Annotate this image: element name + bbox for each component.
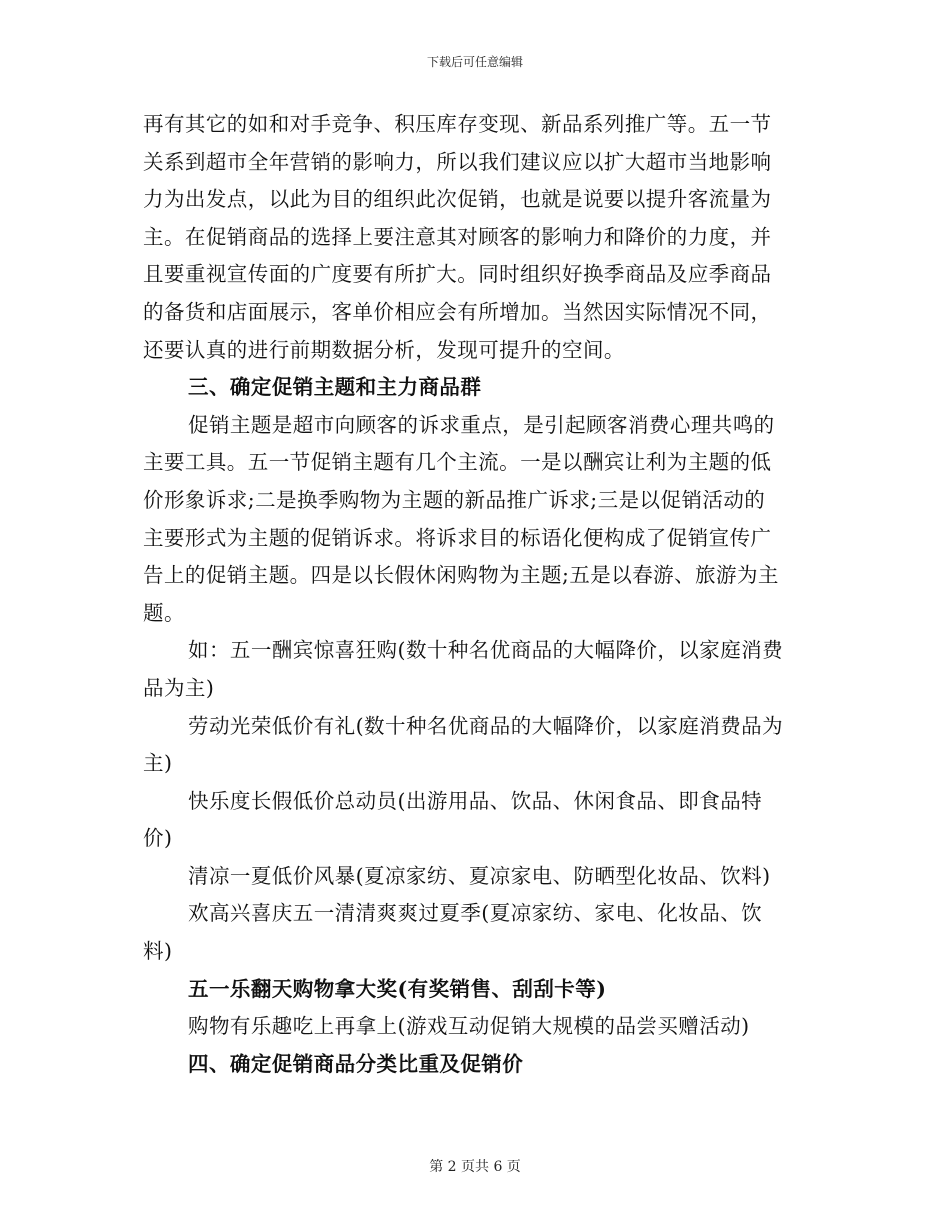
- promo-slogan-bold: 五一乐翻天购物拿大奖(有奖销售、刮刮卡等): [188, 976, 607, 1001]
- text-line: 品为主): [143, 675, 215, 700]
- text-line: 关系到超市全年营销的影响力，所以我们建议应以扩大超市当地影响: [143, 149, 772, 174]
- text-line: 主要工具。五一节促销主题有几个主流。一是以酬宾让利为主题的低: [143, 450, 772, 475]
- text-line: 快乐度长假低价总动员(出游用品、饮品、休闲食品、即食品特: [188, 788, 763, 813]
- text-line: 力为出发点，以此为目的组织此次促销，也就是说要以提升客流量为: [143, 187, 772, 212]
- text-line: 促销主题是超市向顾客的诉求重点，是引起顾客消费心理共鸣的: [188, 412, 775, 437]
- text-line: 题。: [143, 600, 185, 625]
- text-line: 价形象诉求;二是换季购物为主题的新品推广诉求;三是以促销活动的: [143, 487, 766, 512]
- text-line: 的备货和店面展示，客单价相应会有所增加。当然因实际情况不同，: [143, 299, 772, 324]
- text-line: 欢高兴喜庆五一清清爽爽过夏季(夏凉家纺、家电、化妆品、饮: [188, 901, 763, 926]
- page-footer: 第 2 页共 6 页: [429, 1159, 521, 1175]
- text-line: 主要形式为主题的促销诉求。将诉求目的标语化便构成了促销宣传广: [143, 525, 772, 550]
- text-line: 料): [143, 939, 173, 964]
- section-heading-4: 四、确定促销商品分类比重及促销价: [188, 1051, 524, 1076]
- text-line: 价): [143, 826, 173, 851]
- text-line: 告上的促销主题。四是以长假休闲购物为主题;五是以春游、旅游为主: [143, 563, 779, 588]
- text-line: 劳动光荣低价有礼(数十种名优商品的大幅降价，以家庭消费品为: [188, 713, 784, 738]
- text-line: 主。在促销商品的选择上要注意其对顾客的影响力和降价的力度，并: [143, 224, 772, 249]
- text-line: 购物有乐趣吃上再拿上(游戏互动促销大规模的品尝买赠活动): [188, 1014, 750, 1039]
- text-line: 还要认真的进行前期数据分析，发现可提升的空间。: [143, 337, 625, 362]
- document-body: [143, 106, 811, 1083]
- text-line: 且要重视宣传面的广度要有所扩大。同时组织好换季商品及应季商品: [143, 262, 772, 287]
- page-header: 下载后可任意编辑: [426, 55, 523, 69]
- text-line: 如：五一酬宾惊喜狂购(数十种名优商品的大幅降价，以家庭消费: [188, 638, 784, 663]
- text-line: 再有其它的如和对手竞争、积压库存变现、新品系列推广等。五一节: [143, 112, 772, 136]
- text-line: 清凉一夏低价风暴(夏凉家纺、夏凉家电、防晒型化妆品、饮料): [188, 863, 771, 888]
- text-line: 主): [143, 751, 173, 776]
- section-heading-3: 三、确定促销主题和主力商品群: [188, 375, 482, 400]
